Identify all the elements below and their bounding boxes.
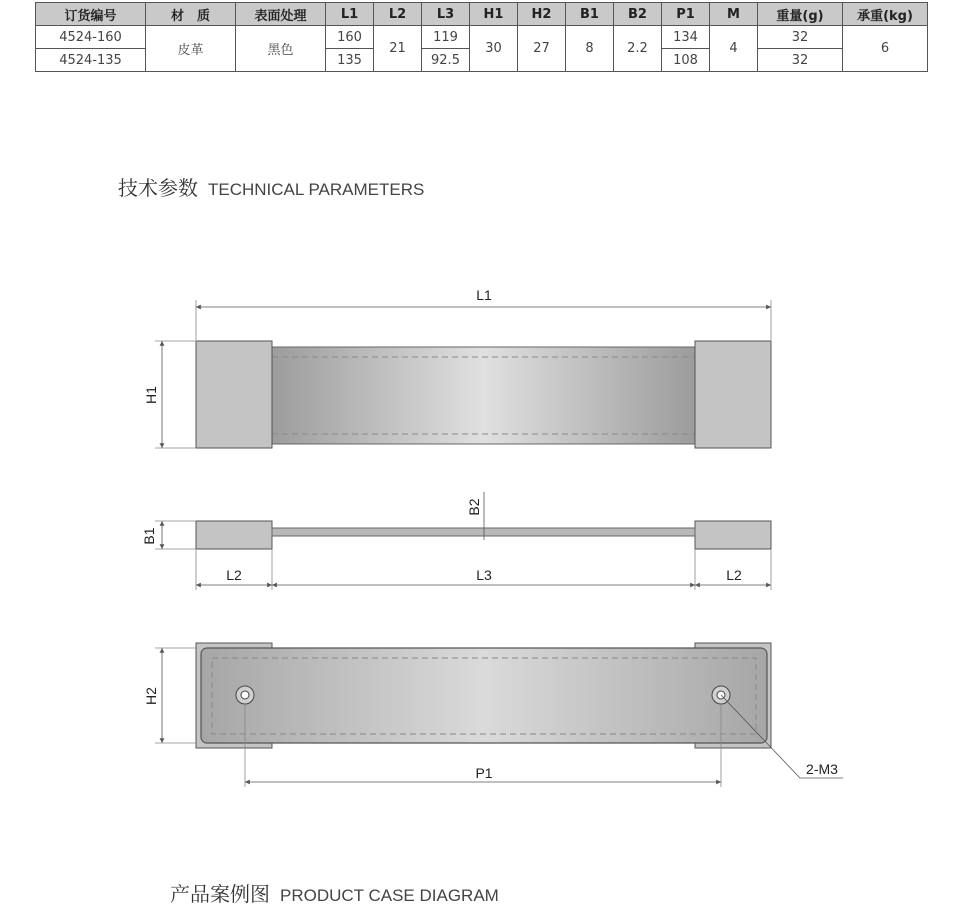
cell-p1: 108: [662, 49, 710, 72]
section-title-zh: 技术参数: [118, 176, 198, 200]
right-end-cap: [695, 341, 771, 448]
handle-strap: [272, 347, 695, 444]
cell-h1: 30: [470, 26, 518, 72]
cell-m: 4: [710, 26, 758, 72]
cell-l3: 92.5: [422, 49, 470, 72]
b1-label: B1: [141, 527, 157, 545]
section-title-zh: 产品案例图: [170, 882, 270, 906]
cell-load: 6: [843, 26, 928, 72]
back-view: [143, 643, 843, 787]
cell-l3: 119: [422, 26, 470, 49]
section-title-en: PRODUCT CASE DIAGRAM: [280, 886, 499, 905]
right-cap-side: [695, 521, 771, 549]
cell-code: 4524-160: [36, 26, 146, 49]
section-title-case: [170, 878, 499, 907]
col-header: L2: [374, 3, 422, 26]
cell-b2: 2.2: [614, 26, 662, 72]
cell-l1: 135: [326, 49, 374, 72]
cell-p1: 134: [662, 26, 710, 49]
left-end-cap: [196, 341, 272, 448]
cell-finish: 黑色: [236, 26, 326, 72]
col-header: B2: [614, 3, 662, 26]
col-header: M: [710, 3, 758, 26]
thread-label: 2-M3: [806, 761, 838, 777]
l1-label: L1: [476, 287, 492, 303]
col-header: P1: [662, 3, 710, 26]
b2-label: B2: [466, 498, 482, 516]
col-header: L3: [422, 3, 470, 26]
l3-label: L3: [476, 567, 492, 583]
l2-left-label: L2: [226, 567, 242, 583]
cell-h2: 27: [518, 26, 566, 72]
side-view: [141, 492, 771, 590]
h2-label: H2: [143, 687, 159, 705]
col-header: L1: [326, 3, 374, 26]
l2-right-label: L2: [726, 567, 742, 583]
col-header: 重量(g): [758, 3, 843, 26]
left-cap-side: [196, 521, 272, 549]
col-header: H2: [518, 3, 566, 26]
cell-code: 4524-135: [36, 49, 146, 72]
section-title-en: TECHNICAL PARAMETERS: [208, 180, 425, 199]
col-header: H1: [470, 3, 518, 26]
col-header: 承重(kg): [843, 3, 928, 26]
cell-l1: 160: [326, 26, 374, 49]
cell-weight: 32: [758, 49, 843, 72]
col-header: 订货编号: [36, 3, 146, 26]
p1-label: P1: [475, 765, 493, 781]
col-header: 材 质: [146, 3, 236, 26]
h1-label: H1: [143, 386, 159, 404]
col-header: 表面处理: [236, 3, 326, 26]
front-view: [143, 287, 771, 448]
col-header: B1: [566, 3, 614, 26]
strap-side: [272, 528, 695, 536]
cell-l2: 21: [374, 26, 422, 72]
back-plate: [201, 648, 767, 743]
cell-material: 皮革: [146, 26, 236, 72]
cell-b1: 8: [566, 26, 614, 72]
cell-weight: 32: [758, 26, 843, 49]
